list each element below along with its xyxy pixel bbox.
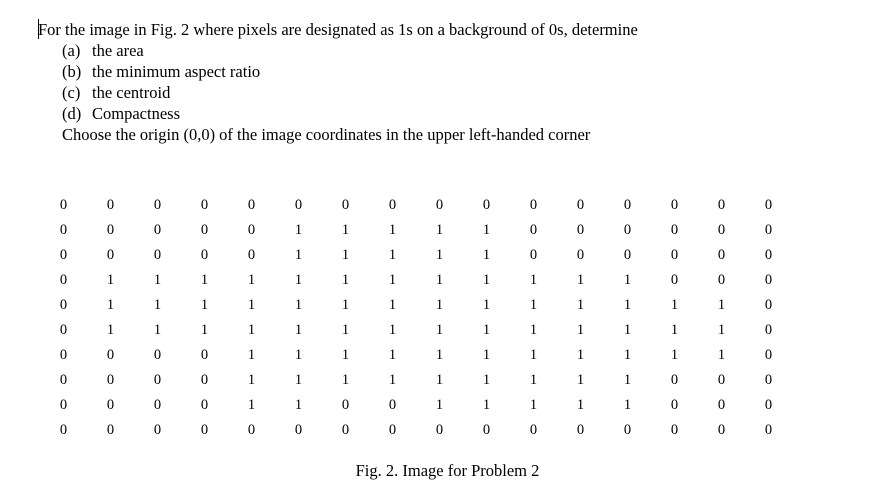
pixel-cell: 0	[529, 247, 538, 263]
pixel-cell: 1	[294, 322, 303, 338]
pixel-cell: 0	[153, 347, 162, 363]
pixel-cell: 0	[764, 372, 773, 388]
pixel-cell: 1	[294, 397, 303, 413]
pixel-cell: 1	[341, 372, 350, 388]
pixel-cell: 1	[341, 297, 350, 313]
pixel-cell: 1	[435, 322, 444, 338]
pixel-cell: 0	[670, 272, 679, 288]
grid-row	[40, 243, 792, 268]
pixel-cell: 0	[106, 222, 115, 238]
problem-intro: For the image in Fig. 2 where pixels are designated as 1s on a background of 0s, determine	[38, 20, 638, 39]
pixel-cell: 0	[341, 197, 350, 213]
pixel-cell: 0	[59, 197, 68, 213]
pixel-cell: 0	[153, 397, 162, 413]
pixel-cell: 1	[623, 297, 632, 313]
pixel-cell: 1	[717, 347, 726, 363]
pixel-cell: 1	[247, 347, 256, 363]
pixel-cell: 0	[623, 197, 632, 213]
pixel-cell: 1	[294, 222, 303, 238]
pixel-cell: 0	[200, 222, 209, 238]
pixel-cell: 0	[764, 397, 773, 413]
pixel-cell: 1	[200, 322, 209, 338]
pixel-cell: 1	[247, 297, 256, 313]
pixel-cell: 1	[623, 272, 632, 288]
pixel-cell: 1	[153, 322, 162, 338]
pixel-cell: 1	[482, 372, 491, 388]
pixel-cell: 0	[764, 197, 773, 213]
pixel-cell: 0	[670, 397, 679, 413]
pixel-cell: 0	[435, 197, 444, 213]
pixel-cell: 0	[106, 347, 115, 363]
pixel-cell: 1	[341, 247, 350, 263]
pixel-cell: 1	[106, 322, 115, 338]
pixel-cell: 1	[482, 297, 491, 313]
pixel-cell: 1	[247, 397, 256, 413]
pixel-cell: 1	[435, 222, 444, 238]
pixel-cell: 1	[388, 222, 397, 238]
pixel-cell: 0	[153, 222, 162, 238]
pixel-cell: 0	[200, 247, 209, 263]
question-text: the minimum aspect ratio	[92, 62, 261, 81]
pixel-cell: 0	[623, 222, 632, 238]
pixel-cell: 0	[294, 197, 303, 213]
pixel-cell: 0	[717, 372, 726, 388]
pixel-cell: 1	[341, 272, 350, 288]
pixel-cell: 0	[153, 197, 162, 213]
pixel-cell: 1	[717, 297, 726, 313]
pixel-cell: 1	[576, 322, 585, 338]
pixel-cell: 0	[59, 372, 68, 388]
pixel-cell: 1	[294, 372, 303, 388]
pixel-cell: 0	[247, 197, 256, 213]
origin-note: Choose the origin (0,0) of the image coordinates in the upper left-handed corner	[62, 125, 591, 144]
pixel-cell: 1	[482, 272, 491, 288]
pixel-cell: 0	[59, 347, 68, 363]
pixel-cell: 1	[247, 322, 256, 338]
pixel-cell: 0	[529, 197, 538, 213]
pixel-cell: 0	[717, 397, 726, 413]
pixel-cell: 0	[247, 422, 256, 438]
pixel-cell: 1	[388, 247, 397, 263]
pixel-cell: 1	[670, 347, 679, 363]
pixel-cell: 0	[341, 422, 350, 438]
pixel-cell: 0	[717, 422, 726, 438]
pixel-cell: 0	[717, 272, 726, 288]
pixel-cell: 0	[670, 372, 679, 388]
question-d	[62, 103, 638, 124]
question-c	[62, 82, 638, 103]
pixel-cell: 1	[529, 272, 538, 288]
pixel-cell: 0	[670, 422, 679, 438]
problem-statement	[38, 19, 638, 145]
pixel-cell: 1	[247, 372, 256, 388]
pixel-cell: 0	[59, 247, 68, 263]
pixel-cell: 1	[529, 347, 538, 363]
question-text: the centroid	[92, 83, 171, 102]
pixel-cell: 1	[529, 372, 538, 388]
pixel-cell: 1	[200, 272, 209, 288]
pixel-cell: 0	[435, 422, 444, 438]
pixel-cell: 0	[59, 297, 68, 313]
pixel-cell: 1	[388, 322, 397, 338]
pixel-cell: 0	[153, 372, 162, 388]
pixel-cell: 1	[482, 397, 491, 413]
question-tag: (d)	[62, 104, 82, 123]
pixel-cell: 1	[435, 347, 444, 363]
pixel-cell: 0	[59, 272, 68, 288]
pixel-cell: 1	[388, 272, 397, 288]
pixel-cell: 1	[482, 222, 491, 238]
pixel-cell: 1	[435, 397, 444, 413]
pixel-cell: 0	[388, 397, 397, 413]
pixel-cell: 0	[482, 197, 491, 213]
pixel-cell: 1	[670, 297, 679, 313]
grid-row	[40, 418, 792, 443]
grid-row	[40, 193, 792, 218]
pixel-cell: 0	[623, 247, 632, 263]
question-a	[62, 40, 638, 61]
grid-row	[40, 393, 792, 418]
pixel-cell: 1	[717, 322, 726, 338]
pixel-cell: 1	[435, 272, 444, 288]
pixel-cell: 0	[59, 422, 68, 438]
pixel-cell: 0	[670, 222, 679, 238]
pixel-cell: 0	[200, 347, 209, 363]
pixel-cell: 1	[388, 347, 397, 363]
question-text: the area	[92, 41, 144, 60]
pixel-cell: 0	[106, 197, 115, 213]
pixel-cell: 0	[59, 322, 68, 338]
pixel-cell: 0	[106, 397, 115, 413]
pixel-cell: 1	[529, 397, 538, 413]
question-text: Compactness	[92, 104, 180, 123]
pixel-cell: 0	[482, 422, 491, 438]
grid-row	[40, 368, 792, 393]
pixel-cell: 0	[59, 222, 68, 238]
pixel-cell: 1	[623, 397, 632, 413]
pixel-cell: 0	[247, 247, 256, 263]
binary-image-grid	[40, 193, 792, 443]
pixel-cell: 0	[670, 247, 679, 263]
pixel-cell: 0	[200, 197, 209, 213]
pixel-cell: 1	[341, 322, 350, 338]
pixel-cell: 0	[247, 222, 256, 238]
pixel-cell: 0	[388, 422, 397, 438]
pixel-cell: 0	[200, 372, 209, 388]
pixel-cell: 0	[106, 247, 115, 263]
pixel-cell: 0	[153, 247, 162, 263]
question-tag: (c)	[62, 83, 81, 102]
pixel-cell: 1	[247, 272, 256, 288]
pixel-cell: 1	[670, 322, 679, 338]
pixel-cell: 1	[435, 372, 444, 388]
grid-row	[40, 343, 792, 368]
pixel-cell: 1	[388, 297, 397, 313]
pixel-cell: 1	[623, 372, 632, 388]
pixel-cell: 1	[435, 297, 444, 313]
pixel-cell: 1	[576, 297, 585, 313]
pixel-cell: 0	[200, 422, 209, 438]
pixel-cell: 1	[294, 347, 303, 363]
pixel-cell: 0	[294, 422, 303, 438]
pixel-cell: 0	[388, 197, 397, 213]
pixel-cell: 1	[200, 297, 209, 313]
pixel-cell: 0	[576, 222, 585, 238]
pixel-cell: 0	[764, 322, 773, 338]
pixel-cell: 0	[576, 247, 585, 263]
pixel-cell: 0	[529, 422, 538, 438]
pixel-cell: 1	[106, 272, 115, 288]
pixel-cell: 1	[576, 347, 585, 363]
pixel-cell: 1	[482, 322, 491, 338]
pixel-cell: 1	[153, 272, 162, 288]
pixel-cell: 0	[670, 197, 679, 213]
pixel-cell: 0	[764, 347, 773, 363]
question-b	[62, 61, 638, 82]
pixel-cell: 1	[529, 322, 538, 338]
pixel-cell: 0	[59, 397, 68, 413]
pixel-cell: 0	[106, 372, 115, 388]
pixel-cell: 1	[341, 347, 350, 363]
pixel-cell: 1	[388, 372, 397, 388]
question-tag: (a)	[62, 41, 81, 60]
pixel-cell: 0	[529, 222, 538, 238]
pixel-cell: 1	[294, 297, 303, 313]
pixel-cell: 0	[717, 197, 726, 213]
grid-row	[40, 318, 792, 343]
pixel-cell: 1	[576, 272, 585, 288]
figure-caption: Fig. 2. Image for Problem 2	[355, 461, 540, 480]
pixel-cell: 0	[341, 397, 350, 413]
pixel-cell: 1	[576, 372, 585, 388]
question-tag: (b)	[62, 62, 82, 81]
pixel-cell: 0	[764, 422, 773, 438]
pixel-cell: 1	[623, 322, 632, 338]
pixel-cell: 1	[576, 397, 585, 413]
pixel-cell: 1	[623, 347, 632, 363]
pixel-cell: 0	[576, 197, 585, 213]
pixel-cell: 1	[482, 247, 491, 263]
pixel-cell: 1	[153, 297, 162, 313]
pixel-cell: 0	[623, 422, 632, 438]
pixel-cell: 0	[200, 397, 209, 413]
grid-row	[40, 218, 792, 243]
grid-row	[40, 293, 792, 318]
pixel-cell: 0	[717, 222, 726, 238]
grid-row	[40, 268, 792, 293]
pixel-cell: 1	[341, 222, 350, 238]
pixel-cell: 1	[529, 297, 538, 313]
pixel-cell: 0	[764, 272, 773, 288]
pixel-cell: 0	[576, 422, 585, 438]
pixel-cell: 1	[106, 297, 115, 313]
pixel-cell: 0	[106, 422, 115, 438]
pixel-cell: 0	[764, 297, 773, 313]
pixel-cell: 0	[764, 222, 773, 238]
pixel-cell: 1	[435, 247, 444, 263]
pixel-cell: 1	[294, 272, 303, 288]
pixel-cell: 1	[294, 247, 303, 263]
pixel-cell: 0	[153, 422, 162, 438]
pixel-cell: 0	[764, 247, 773, 263]
pixel-cell: 1	[482, 347, 491, 363]
pixel-cell: 0	[717, 247, 726, 263]
